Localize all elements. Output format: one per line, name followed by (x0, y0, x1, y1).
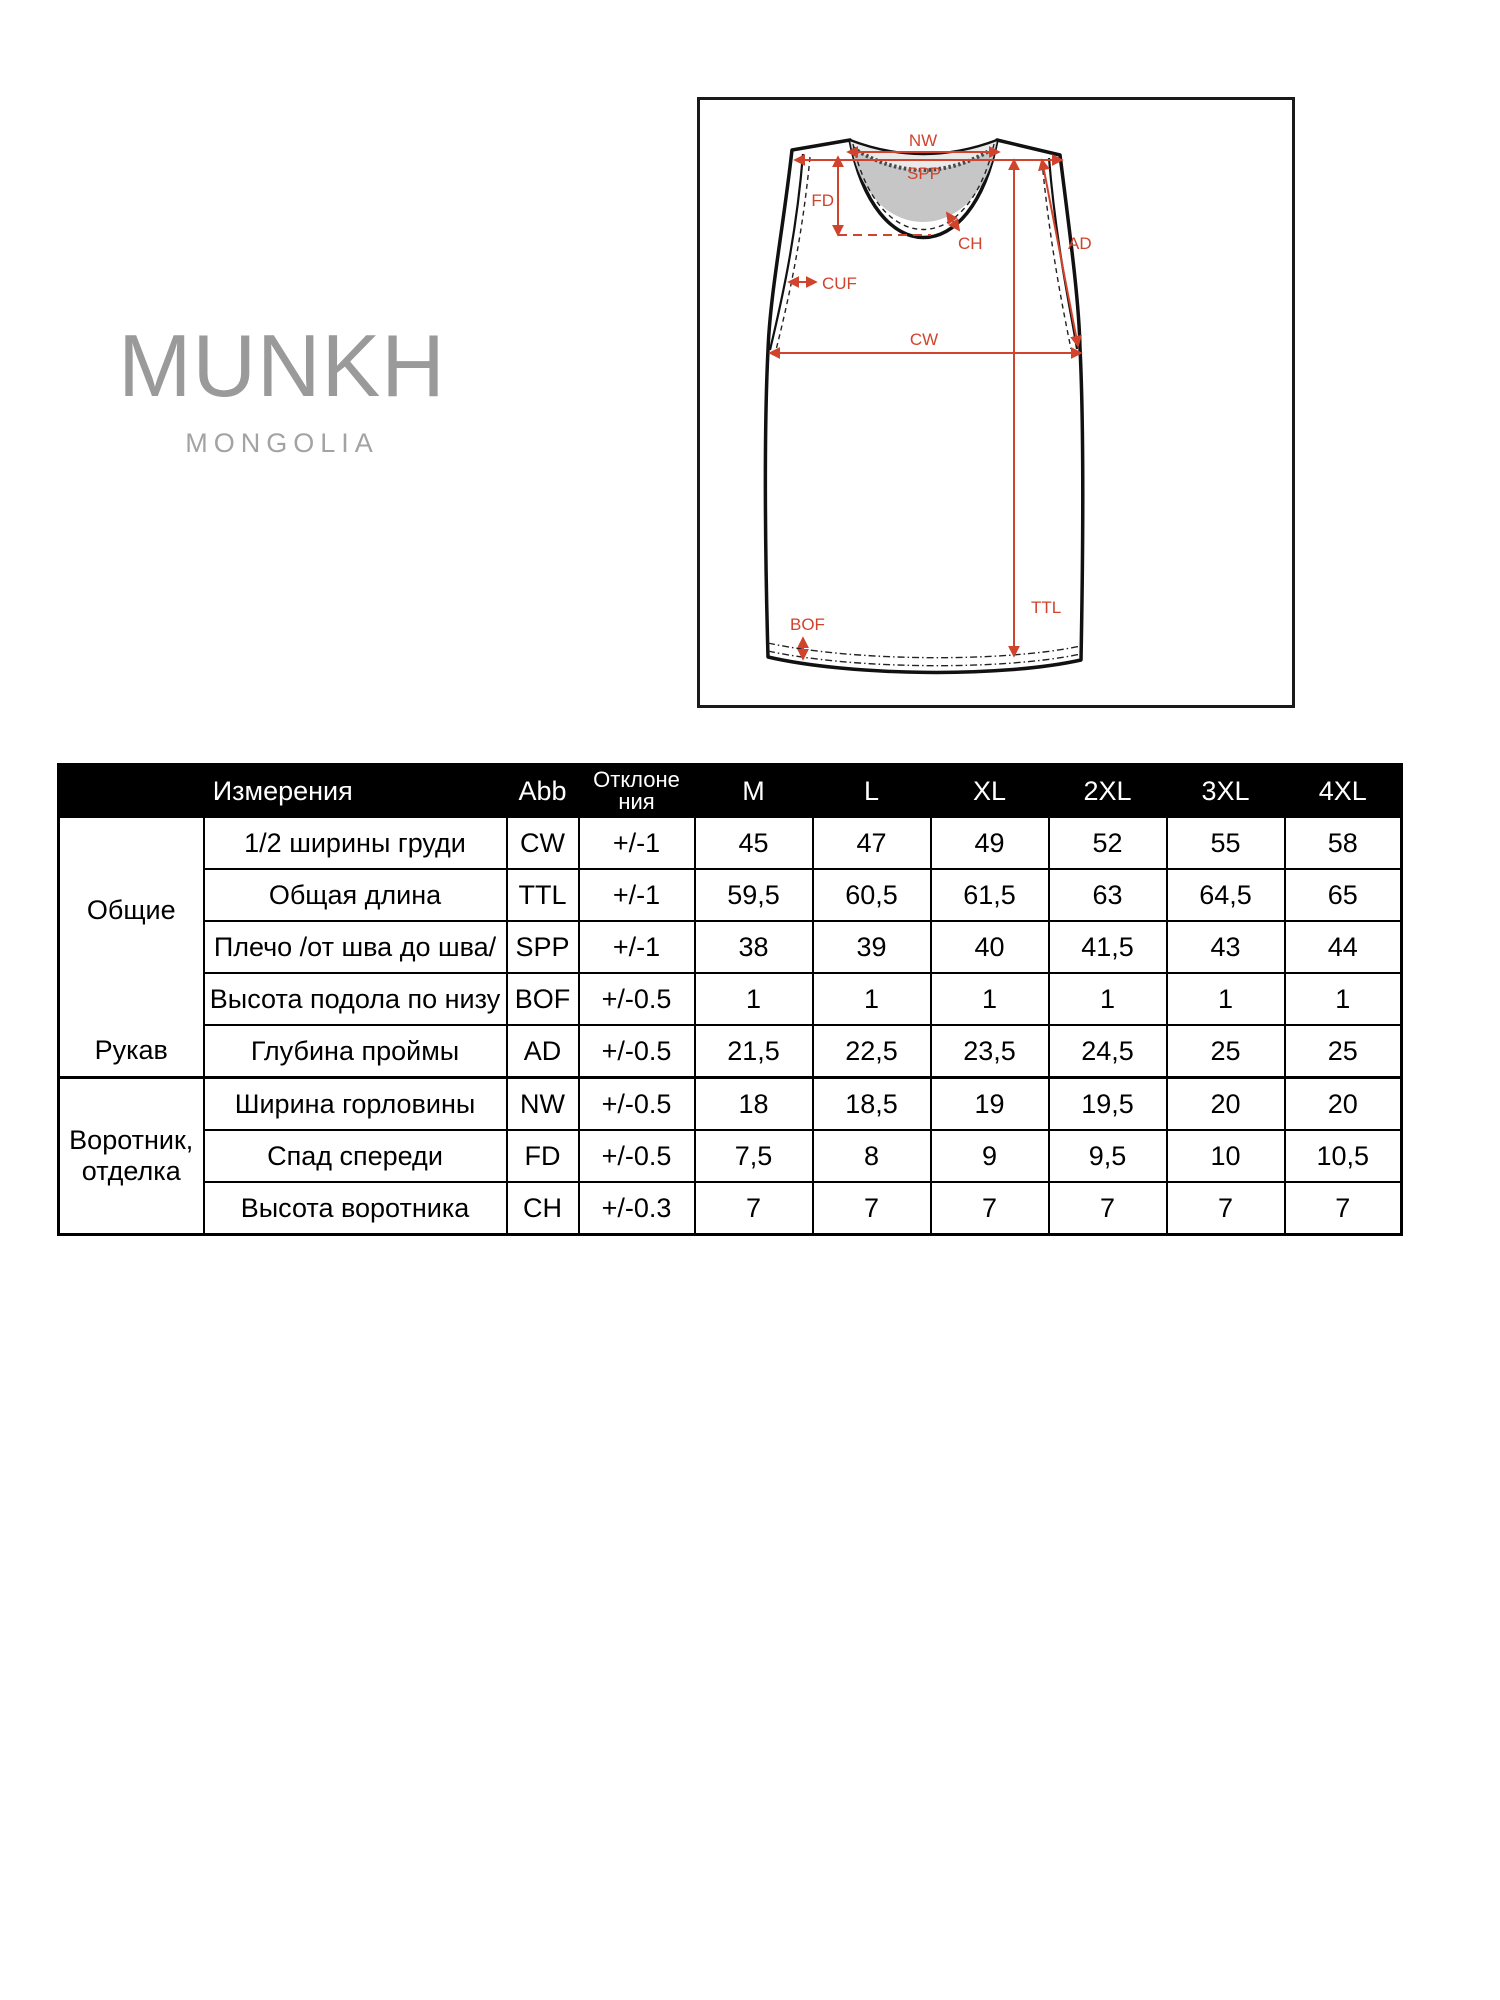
value-cell: 23,5 (931, 1025, 1049, 1078)
size-header-2xl: 2XL (1049, 765, 1167, 818)
value-cell: 25 (1167, 1025, 1285, 1078)
measurement-name-cell: Ширина горловины (204, 1078, 507, 1131)
ad-label: AD (1068, 234, 1092, 253)
group-label-collar-line2: отделка (81, 1156, 181, 1186)
value-cell: 1 (695, 973, 813, 1025)
spp-label: SPP (906, 164, 942, 183)
table-row (59, 921, 1402, 973)
value-cell: 1 (1167, 973, 1285, 1025)
value-cell: 7,5 (695, 1130, 813, 1182)
nw-label: NW (908, 131, 938, 150)
value-cell: 24,5 (1049, 1025, 1167, 1078)
value-cell: 44 (1285, 921, 1402, 973)
value-cell: 25 (1285, 1025, 1402, 1078)
deviation-cell: +/-0.3 (579, 1182, 695, 1235)
value-cell: 60,5 (813, 869, 931, 921)
value-cell: 7 (931, 1182, 1049, 1235)
table-row (59, 1182, 1402, 1235)
tank-top-outline (765, 140, 1082, 672)
ttl-label: TTL (1031, 598, 1062, 617)
value-cell: 49 (931, 817, 1049, 869)
value-cell: 38 (695, 921, 813, 973)
deviation-header-line1: Отклоне (593, 767, 680, 792)
size-header-3xl: 3XL (1167, 765, 1285, 818)
value-cell: 1 (931, 973, 1049, 1025)
abb-cell: SPP (507, 921, 579, 973)
measurement-name-cell: 1/2 ширины груди (204, 817, 507, 869)
table-row (59, 1130, 1402, 1182)
size-header-m: M (695, 765, 813, 818)
value-cell: 55 (1167, 817, 1285, 869)
fd-label: FD (811, 191, 834, 210)
value-cell: 59,5 (695, 869, 813, 921)
abb-cell: TTL (507, 869, 579, 921)
value-cell: 18 (695, 1078, 813, 1131)
measurement-name-cell: Спад спереди (204, 1130, 507, 1182)
value-cell: 20 (1285, 1078, 1402, 1131)
table-row (59, 869, 1402, 921)
value-cell: 1 (1049, 973, 1167, 1025)
value-cell: 7 (813, 1182, 931, 1235)
deviation-cell: +/-0.5 (579, 1025, 695, 1078)
value-cell: 7 (1049, 1182, 1167, 1235)
value-cell: 64,5 (1167, 869, 1285, 921)
brand-logo (82, 318, 482, 459)
value-cell: 65 (1285, 869, 1402, 921)
measurements-header: Измерения (59, 765, 507, 818)
brand-subtitle: MONGOLIA (185, 428, 379, 458)
value-cell: 7 (695, 1182, 813, 1235)
cw-label: CW (909, 330, 939, 349)
value-cell: 7 (1285, 1182, 1402, 1235)
value-cell: 10 (1167, 1130, 1285, 1182)
deviation-header (579, 765, 695, 818)
table-row (59, 817, 1402, 869)
measurement-name-cell: Высота подола по низу (204, 973, 507, 1025)
deviation-cell: +/-0.5 (579, 973, 695, 1025)
cuf-label: CUF (822, 274, 857, 293)
abb-cell: CH (507, 1182, 579, 1235)
brand-name: MUNKH (118, 316, 446, 415)
value-cell: 40 (931, 921, 1049, 973)
measurement-name-cell: Высота воротника (204, 1182, 507, 1235)
abb-cell: NW (507, 1078, 579, 1131)
size-header-l: L (813, 765, 931, 818)
value-cell: 1 (1285, 973, 1402, 1025)
group-cell-general-sleeve (59, 817, 204, 1078)
measurement-name-cell: Плечо /от шва до шва/ (204, 921, 507, 973)
group-label-collar-line1: Воротник, (69, 1125, 194, 1155)
value-cell: 47 (813, 817, 931, 869)
deviation-cell: +/-1 (579, 921, 695, 973)
group-label-general: Общие (86, 895, 176, 925)
value-cell: 61,5 (931, 869, 1049, 921)
value-cell: 19 (931, 1078, 1049, 1131)
garment-diagram-box (697, 97, 1295, 708)
size-header-xl: XL (931, 765, 1049, 818)
value-cell: 20 (1167, 1078, 1285, 1131)
tank-top-diagram (700, 100, 1292, 705)
value-cell: 19,5 (1049, 1078, 1167, 1131)
abb-header: Abb (507, 765, 579, 818)
value-cell: 39 (813, 921, 931, 973)
table-row (59, 1078, 1402, 1131)
abb-cell: CW (507, 817, 579, 869)
value-cell: 8 (813, 1130, 931, 1182)
size-table-container (57, 763, 1403, 1236)
measurement-name-cell: Общая длина (204, 869, 507, 921)
value-cell: 9 (931, 1130, 1049, 1182)
value-cell: 18,5 (813, 1078, 931, 1131)
value-cell: 45 (695, 817, 813, 869)
size-table (57, 763, 1403, 1236)
table-row (59, 973, 1402, 1025)
deviation-cell: +/-1 (579, 869, 695, 921)
deviation-cell: +/-0.5 (579, 1078, 695, 1131)
value-cell: 21,5 (695, 1025, 813, 1078)
value-cell: 58 (1285, 817, 1402, 869)
abb-cell: FD (507, 1130, 579, 1182)
header-row (59, 765, 1402, 818)
size-header-4xl: 4XL (1285, 765, 1402, 818)
value-cell: 9,5 (1049, 1130, 1167, 1182)
deviation-header-line2: ния (618, 789, 655, 814)
abb-cell: BOF (507, 973, 579, 1025)
measurement-name-cell: Глубина проймы (204, 1025, 507, 1078)
table-row (59, 1025, 1402, 1078)
value-cell: 43 (1167, 921, 1285, 973)
abb-cell: AD (507, 1025, 579, 1078)
group-cell-collar (59, 1078, 204, 1235)
value-cell: 1 (813, 973, 931, 1025)
group-label-sleeve: Рукав (94, 1035, 168, 1065)
value-cell: 63 (1049, 869, 1167, 921)
value-cell: 10,5 (1285, 1130, 1402, 1182)
value-cell: 22,5 (813, 1025, 931, 1078)
deviation-cell: +/-1 (579, 817, 695, 869)
value-cell: 7 (1167, 1182, 1285, 1235)
ch-label: CH (958, 234, 983, 253)
value-cell: 52 (1049, 817, 1167, 869)
value-cell: 41,5 (1049, 921, 1167, 973)
bof-label: BOF (790, 615, 825, 634)
deviation-cell: +/-0.5 (579, 1130, 695, 1182)
